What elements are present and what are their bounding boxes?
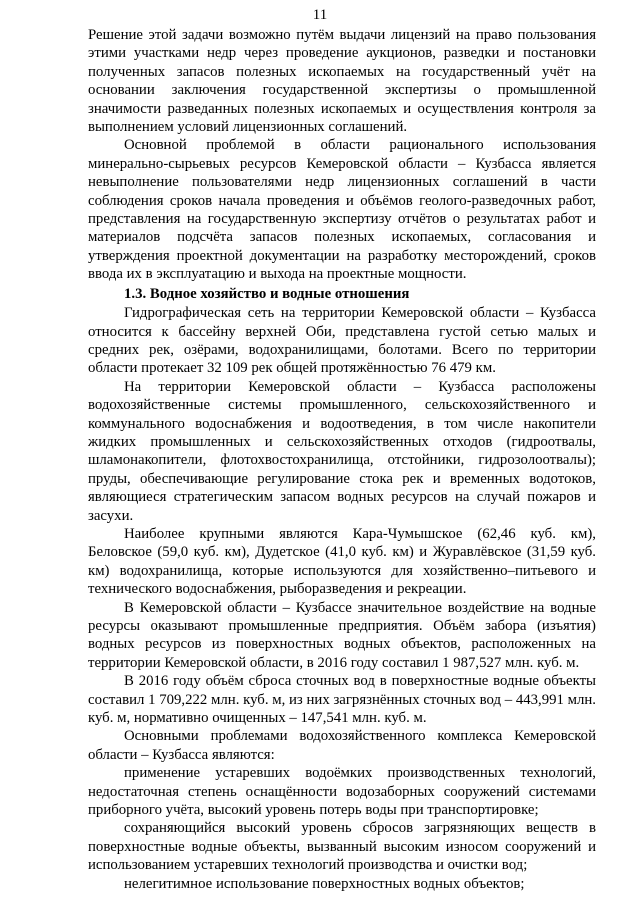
paragraph-wastewater-discharge: В 2016 году объём сброса сточных вод в поверхностные водные объекты составил 1 709,222 млн. куб. м, из них загрязнённых сточных вод – 443,991 млн. куб. м, нормативно очищенных – 147,541 млн. куб. м. [88, 673, 596, 727]
list-item-pollutant-discharge: сохраняющийся высокий уровень сбросов загрязняющих веществ в поверхностные водные объекты, вызванный высоким износом сооружений и использованием устаревших технологий производства и очистки вод; [88, 820, 596, 874]
page-content [88, 26, 596, 893]
paragraph-main-problem: Основной проблемой в области рационального использования минерально-сырьевых ресурсов Кемеровской области – Кузбасса является невыполнение пользователями недр лицензионных соглашений в части соблюдения сроков начала проведения и объёмов геолого-разведочных работ, представления на государственную экспертизу отчётов о результатах работ и материалов подсчёта запасов полезных ископаемых, согласования и утверждения проектной документации на разработку месторождений, сроков ввода их в эксплуатацию и выхода на проектные мощности. [88, 137, 596, 283]
paragraph-problems-intro: Основными проблемами водохозяйственного комплекса Кемеровской области – Кузбасса являются: [88, 728, 596, 763]
paragraph-licensing-solution: Решение этой задачи возможно путём выдачи лицензий на право пользования этими участками недр через проведение аукционов, разведки и постановки полученных запасов полезных ископаемых на государственный учёт на основании заключения государственной экспертизы о промышленной значимости разведанных полезных ископаемых и осуществления контроля за выполнением условий лицензионных соглашений. [88, 27, 596, 136]
paragraph-water-systems: На территории Кемеровской области – Кузбасса расположены водохозяйственные системы промышленного, сельскохозяйственного и коммунального водоснабжения и водоотведения, в том числе накопители жидких промышленных и сельскохозяйственных отходов (гидроотвалы, шламонакопители, флотохвостохранилища, отстойники, гидрозолоотвалы); пруды, обеспечивающие регулирование стока рек и временных водотоков, являющиеся стратегическим запасом водных ресурсов на случай пожаров и засухи. [88, 378, 596, 524]
list-item-outdated-technologies: применение устаревших водоёмких производственных технологий, недостаточная степень оснащённости водозаборных сооружений системами приборного учёта, высокий уровень потерь воды при транспортировке; [88, 765, 596, 819]
page-number: 11 [312, 7, 328, 23]
paragraph-reservoirs: Наиболее крупными являются Кара-Чумышское (62,46 куб. км), Беловское (59,0 куб. км), Дудетское (41,0 куб. км) и Журавлёвское (31,59 куб. км) водохранилища, которые используются для хозяйственно–питьевого и технического водоснабжения, рыборазведения и рекреации. [88, 525, 596, 598]
section-heading: 1.3. Водное хозяйство и водные отношения [124, 285, 410, 302]
paragraph-hydrographic-network: Гидрографическая сеть на территории Кемеровской области – Кузбасса относится к бассейну верхней Оби, представлена густой сетью малых и средних рек, озёрами, водохранилищами, болотами. Всего по территории области протекает 32 109 рек общей протяжённостью 76 479 км. [88, 305, 596, 377]
list-item-illegal-use: нелегитимное использование поверхностных водных объектов; [124, 875, 525, 892]
paragraph-water-intake: В Кемеровской области – Кузбассе значительное воздействие на водные ресурсы оказывают промышленные предприятия. Объём забора (изъятия) водных ресурсов из поверхностных водных объектов, расположенных на территории Кемеровской области, в 2016 году составил 1 987,527 млн. куб. м. [88, 599, 596, 671]
